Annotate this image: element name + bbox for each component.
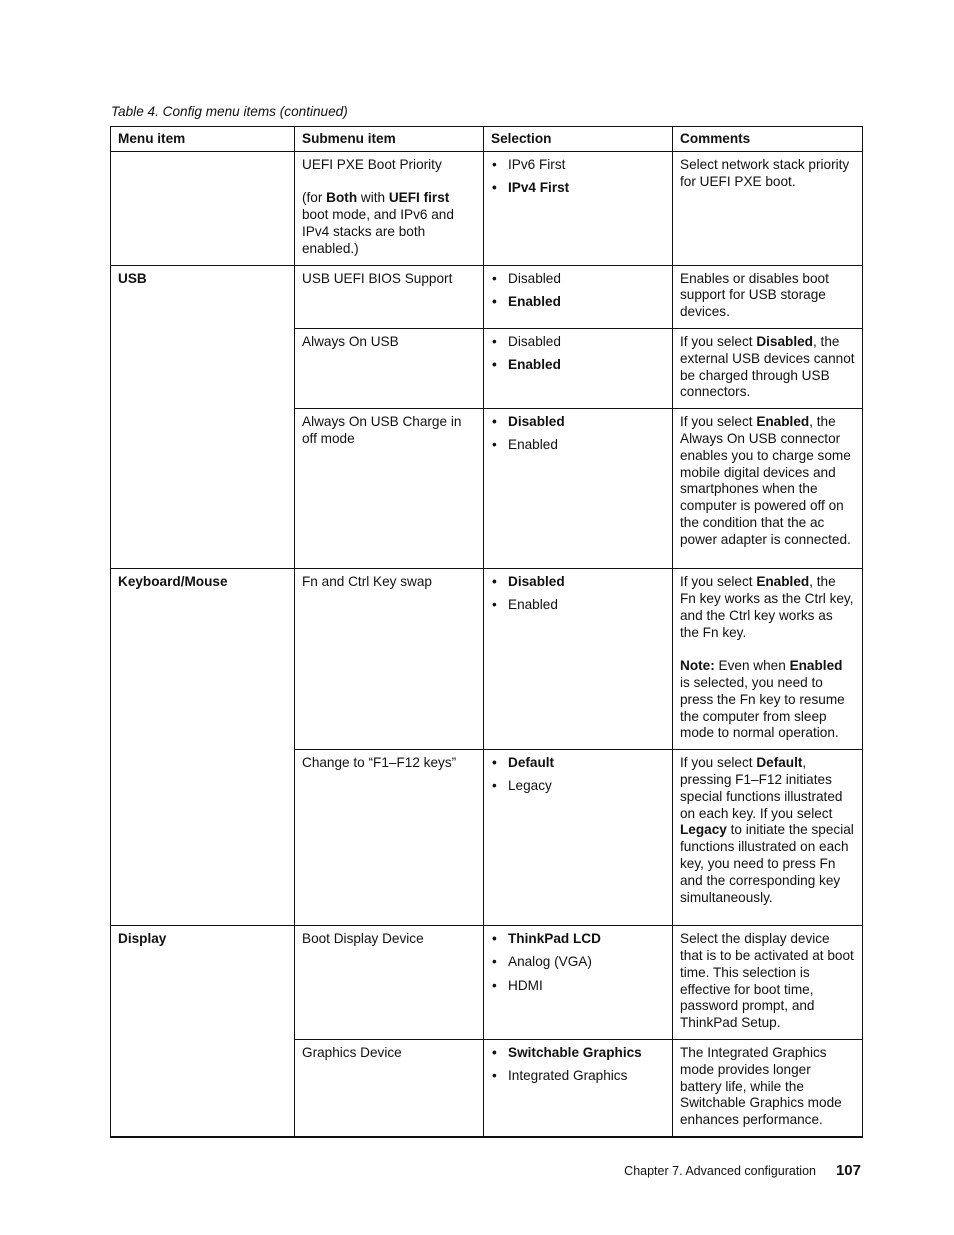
header-submenu-item: Submenu item [295, 127, 484, 152]
menu-item-cell [111, 328, 295, 408]
chapter-title: Chapter 7. Advanced configuration [624, 1164, 816, 1178]
comments-cell [673, 569, 863, 750]
menu-item-cell [111, 926, 295, 1040]
selection-cell [484, 151, 673, 265]
submenu-item-cell: Fn and Ctrl Key swap [295, 569, 484, 750]
page-footer [624, 1163, 861, 1180]
menu-item-label: Display [118, 931, 167, 947]
selection-option: • Analog (VGA) [491, 954, 665, 971]
menu-item-cell [111, 1039, 295, 1136]
selection-option-default: • Enabled [491, 294, 665, 311]
selection-option-default: • Enabled [491, 357, 665, 374]
selection-option: • Enabled [491, 597, 665, 614]
table-row [111, 569, 863, 750]
submenu-item-cell: Change to “F1–F12 keys” [295, 750, 484, 926]
table-row [111, 151, 863, 265]
submenu-item-cell: Always On USB Charge in off mode [295, 409, 484, 569]
table-row [111, 409, 863, 569]
header-selection: Selection [484, 127, 673, 152]
comment-note: Note: Even when Enabled is selected, you need to press the Fn key to resume the computer from sleep mode to normal operation. [680, 658, 845, 741]
selection-option: • Legacy [491, 778, 665, 795]
submenu-item-cell: Graphics Device [295, 1039, 484, 1136]
table-row [111, 265, 863, 328]
submenu-note: (for Both with UEFI first boot mode, and IPv6 and IPv4 stacks are both enabled.) [302, 190, 454, 256]
table-row [111, 926, 863, 1040]
submenu-item-cell [295, 151, 484, 265]
comments-cell: The Integrated Graphics mode provides longer battery life, while the Switchable Graphics mode enhances performance. [673, 1039, 863, 1136]
comments-cell: If you select Disabled, the external USB devices cannot be charged through USB connectors. [673, 328, 863, 408]
menu-item-cell [111, 151, 295, 265]
selection-cell [484, 926, 673, 1040]
menu-item-label: USB [118, 270, 147, 286]
submenu-item-cell: Always On USB [295, 328, 484, 408]
comment-text: If you select Enabled, the Fn key works as the Ctrl key, and the Ctrl key works as the Fn key. [680, 574, 854, 640]
table-row [111, 1039, 863, 1136]
selection-option-default: • Disabled [491, 574, 665, 591]
selection-cell [484, 265, 673, 328]
selection-option: • Disabled [491, 271, 665, 288]
menu-item-cell [111, 569, 295, 750]
table-caption: Table 4. Config menu items (continued) [111, 104, 348, 119]
menu-item-cell [111, 750, 295, 926]
comments-cell: Select the display device that is to be activated at boot time. This selection is effective for boot time, password prompt, and ThinkPad Setup. [673, 926, 863, 1040]
selection-option-default: • ThinkPad LCD [491, 931, 665, 948]
selection-option: • Integrated Graphics [491, 1068, 665, 1085]
selection-option: • IPv6 First [491, 157, 665, 174]
selection-cell [484, 1039, 673, 1136]
submenu-label: UEFI PXE Boot Priority [302, 156, 442, 172]
comments-cell: If you select Enabled, the Always On USB connector enables you to charge some mobile digital devices and smartphones when the computer is powered off on the condition that the ac power adapter is connected. [673, 409, 863, 569]
menu-item-cell [111, 409, 295, 569]
selection-cell [484, 750, 673, 926]
header-comments: Comments [673, 127, 863, 152]
menu-item-cell [111, 265, 295, 328]
header-menu-item: Menu item [111, 127, 295, 152]
selection-option-default: • Disabled [491, 414, 665, 431]
table-header-row [111, 127, 863, 152]
selection-cell [484, 409, 673, 569]
selection-option: • Disabled [491, 334, 665, 351]
comments-cell: If you select Default, pressing F1–F12 initiates special functions illustrated on each key. If you select Legacy to initiate the special functions illustrated on each key, you need to press Fn and the corresponding key simultaneously. [673, 750, 863, 926]
selection-cell [484, 328, 673, 408]
table-row [111, 328, 863, 408]
comments-cell: Select network stack priority for UEFI PXE boot. [673, 151, 863, 265]
page-number: 107 [835, 1162, 861, 1179]
menu-item-label: Keyboard/Mouse [118, 574, 228, 590]
comments-cell: Enables or disables boot support for USB storage devices. [673, 265, 863, 328]
selection-option-default: • Switchable Graphics [491, 1045, 665, 1062]
table-row [111, 750, 863, 926]
submenu-item-cell: USB UEFI BIOS Support [295, 265, 484, 328]
submenu-item-cell: Boot Display Device [295, 926, 484, 1040]
selection-cell [484, 569, 673, 750]
selection-option: • HDMI [491, 978, 665, 995]
selection-option-default: • IPv4 First [491, 180, 665, 197]
selection-option: • Enabled [491, 437, 665, 454]
selection-option-default: • Default [491, 755, 665, 772]
config-menu-table [110, 126, 863, 1138]
